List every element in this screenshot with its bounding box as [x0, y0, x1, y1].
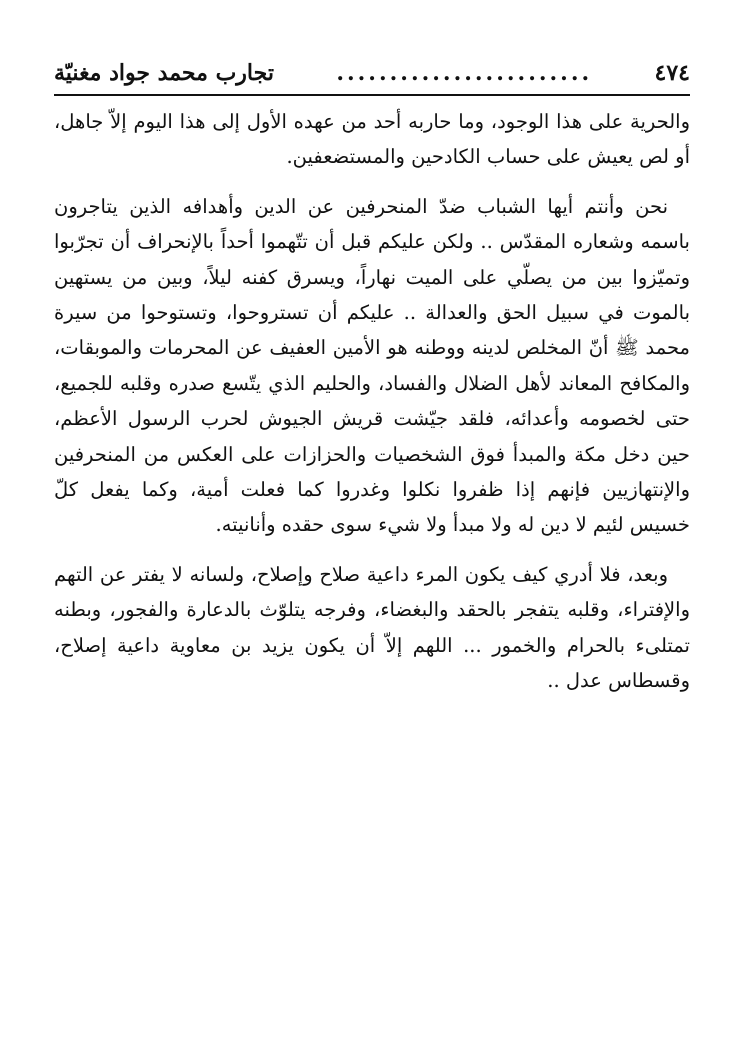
body-text [54, 104, 690, 699]
header-rule [54, 94, 690, 96]
paragraph: وبعد، فلا أدري كيف يكون المرء داعية صلاح وإصلاح، ولسانه لا يفتر عن التهم والإفتراء، وقلبه يتفجر بالحقد والبغضاء، وفرجه يتلوّث بالدعارة والفجور، وبطنه تمتلىء بالحرام والخمور ... اللهم إلاّ أن يكون يزيد بن معاوية داعية إصلاح، وقسطاس عدل .. [54, 562, 690, 693]
running-header [54, 54, 690, 92]
paragraph-continued: والحرية على هذا الوجود، وما حاربه أحد من عهده الأول إلى هذا اليوم إلاّ جاهل، أو لص يعيش على حساب الكادحين والمستضعفين. [54, 110, 690, 169]
running-title: تجارب محمد جواد مغنيّة [54, 60, 274, 86]
page-number: ٤٧٤ [654, 60, 690, 86]
paragraph: نحن وأنتم أيها الشباب ضدّ المنحرفين عن الدين وأهدافه الذين يتاجرون باسمه وشعاره المقدّس .. ولكن عليكم قبل أن تتّهموا أحداً بالإنحراف أن تجرّبوا وتميّزوا بين من يصلّي على الميت نهاراً، ويسرق كفنه ليلاً، وبين من يستهين بالموت في سبيل الحق والعدالة .. عليكم أن تستروحوا، وتستوحوا من سيرة محمد ﷺ أنّ المخلص لدينه ووطنه هو الأمين العفيف عن المحرمات والموبقات، والمكافح المعاند لأهل الضلال والفساد، والحليم الذي يتّسع صدره وقلبه للجميع، حتى لخصومه وأعدائه، فلقد جيّشت قريش الجيوش لحرب الرسول الأعظم، حين دخل مكة والمبدأ فوق الشخصيات والحزازات على العكس من المنحرفين والإنتهازيين فإنهم إذا ظفروا نكلوا وغدروا كما فعلت أمية، وكما يفعل كلّ خسيس لئيم لا دين له ولا مبدأ ولا شيء سوى حقده وأنانيته. [54, 194, 690, 537]
dot-leader: ........................ [336, 60, 593, 86]
book-page [54, 54, 690, 713]
